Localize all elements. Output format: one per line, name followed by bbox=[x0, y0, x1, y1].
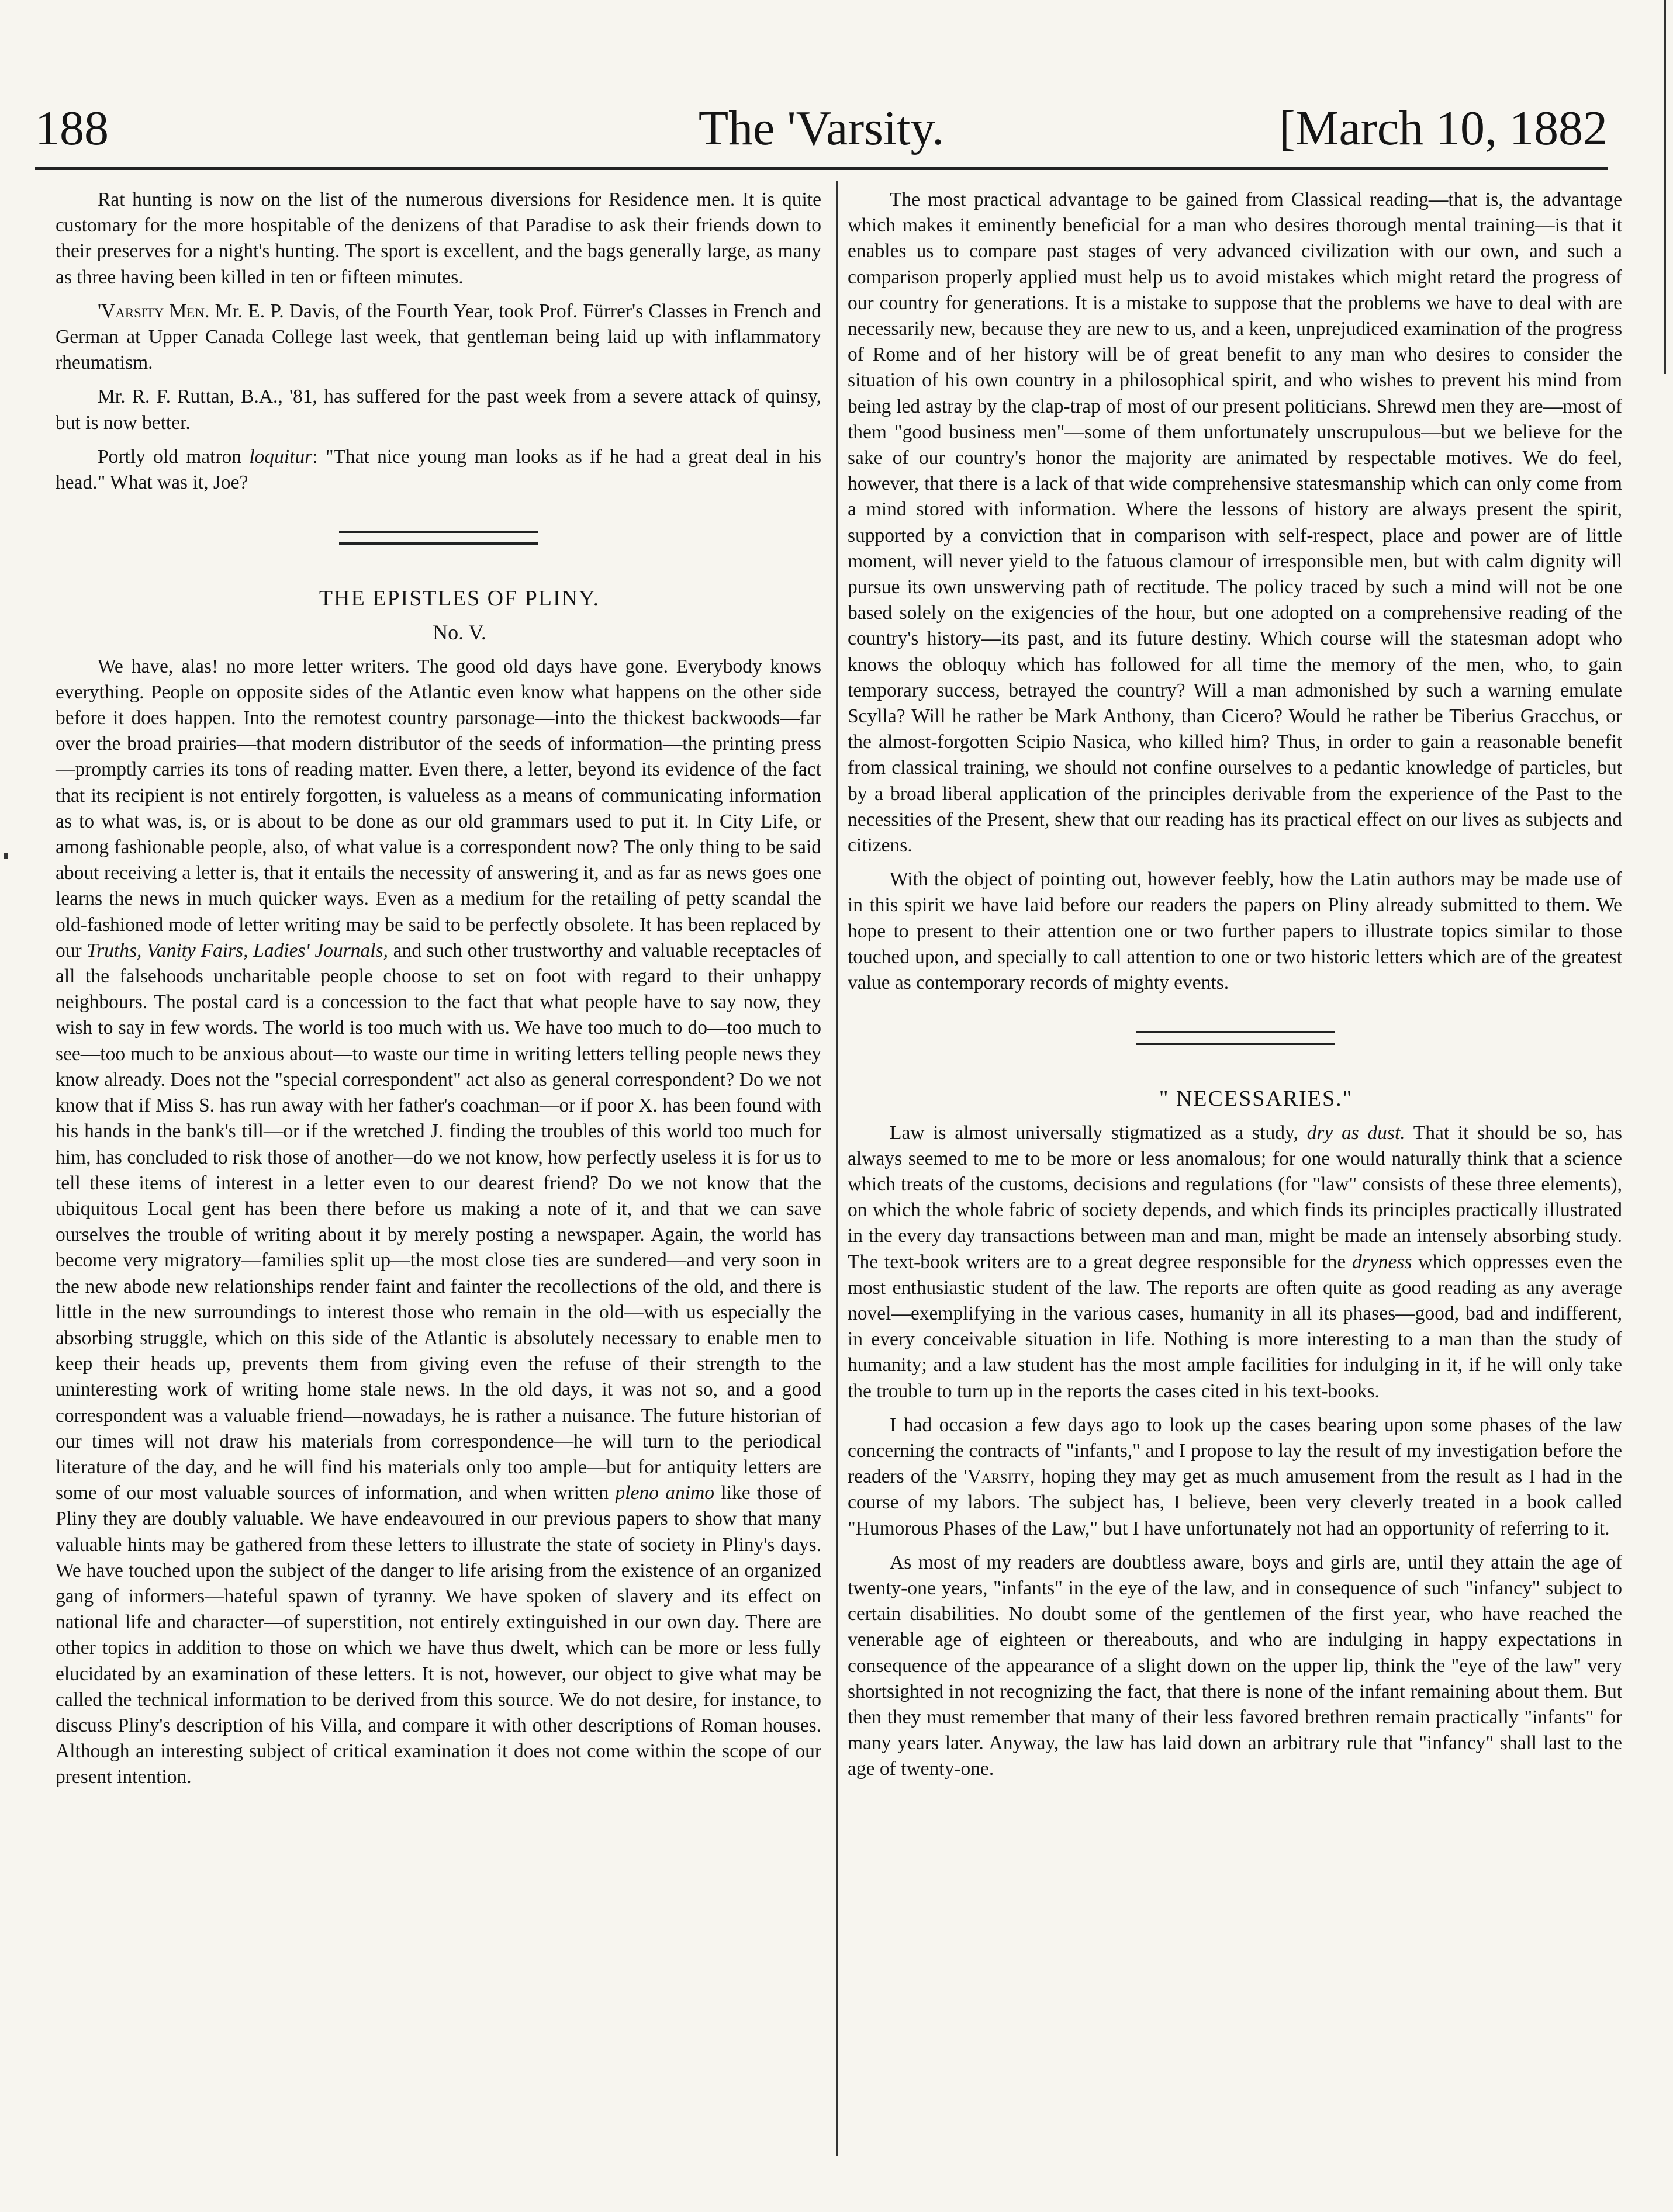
section-divider bbox=[339, 531, 538, 545]
pliny-paragraph bbox=[56, 654, 821, 1791]
varsity-men-text: Mr. E. P. Davis, of the Fourth Year, took Prof. Fürrer's Classes in French and German at Upper Canada College last week, that gentleman being laid up with inflammatory rheumatism. bbox=[56, 300, 821, 374]
portly-loquitur: loquitur bbox=[249, 445, 313, 468]
article-title-necessaries: " NECESSARIES." bbox=[1159, 1086, 1353, 1112]
nec-text-part-1: Law is almost universally stigmatized as a study, bbox=[890, 1121, 1307, 1144]
portly-prefix: Portly old matron bbox=[98, 445, 250, 468]
right-column bbox=[848, 187, 1622, 1791]
section-divider bbox=[1136, 1031, 1335, 1045]
nec-varsity-name: 'Varsity, bbox=[963, 1466, 1035, 1488]
necessaries-paragraph-3: As most of my readers are doubtless aware, boys and girls are, until they attain the age of twenty-one years, "infants" in the eye of the law, and in consequence of such "infancy" subject to certain disabilities. No doubt some of the gentlemen of the first year, who have reached the venerable age of eighteen or thereabouts, and who are indulging in happy expectations in consequence of the appearance of a slight down on the upper lip, think the "eye of the law" very shortsighted in not recognizing the fact, that there is none of the infant remaining about them. But then they must remember that many of their less favored brethren remain practically "infants" for many years later. Anyway, the law has laid down an arbitrary rule that "infancy" shall last to the age of twenty-one. bbox=[848, 1551, 1622, 1780]
nec-italic-dryness: dryness bbox=[1352, 1251, 1412, 1273]
portly-quote: "That nice young man looks as if he had a great deal in his head." What was it, Joe? bbox=[56, 445, 821, 494]
issue-date: [March 10, 1882 bbox=[1278, 101, 1608, 155]
pliny-italic-latin: pleno animo bbox=[615, 1482, 715, 1504]
header-rule bbox=[35, 167, 1608, 170]
news-item-ruttan: Mr. R. F. Ruttan, B.A., '81, has suffered for the past week from a severe attack of quinsy, but is now better. bbox=[56, 386, 821, 434]
classical-paragraph-2: With the object of pointing out, however feebly, how the Latin authors may be made use of in this spirit we have laid before our readers the papers on Pliny already submitted to them. We hope to present to their attention one or two further papers to illustrate topics similar to those touched upon, and specially to call attention to one or two historic letters which are of the greatest value as contemporary records of mighty events. bbox=[848, 868, 1622, 994]
pliny-italic-publications: Truths, Vanity Fairs, Ladies' Journals, bbox=[87, 939, 388, 961]
article-number: No. V. bbox=[433, 621, 486, 645]
news-item-portly-matron bbox=[56, 444, 821, 496]
necessaries-paragraph-1 bbox=[848, 1120, 1622, 1404]
pliny-text-part-3: like those of Pliny they are doubly valuable. We have endeavoured in our previous papers to show that many valuable hints may be gathered from these letters to illustrate the state of society in Pliny's days. We have touched upon the subject of the danger to life arising from the existence of an organized gang of informers—hateful spawn of tyranny. We have spoken of slavery and its effect on national life and character—of superstition, not entirely extinguished in our own day. There are other topics in addition to those on which we have thus dwelt, which can be more or less fully elucidated by an examination of these letters. It is not, however, our object to give what may be called the technical information to be derived from this source. We do not desire, for instance, to discuss Pliny's description of his Villa, and compare it with other descriptions of Roman houses. Although an interesting subject of critical examination it does not come within the scope of our present intention. bbox=[56, 1482, 821, 1788]
nec-text-part-3: which oppresses even the most enthusiastic student of the law. The reports are often quite as good reading as any average novel—exemplifying in the various cases, humanity in all its phases—good, bad and indifferent, in every conceivable situation in life. Nothing is more interesting to a man than the study of humanity; and a law student has the most ample facilities for indulging in it, if he will only take the trouble to turn up in the reports the cases cited in his text-books. bbox=[848, 1251, 1622, 1402]
varsity-men-label: 'Varsity Men. bbox=[98, 300, 210, 322]
journal-title: The 'Varsity. bbox=[698, 101, 945, 155]
necessaries-paragraph-2 bbox=[848, 1413, 1622, 1542]
news-item-rat-hunting: Rat hunting is now on the list of the numerous diversions for Residence men. It is quite customary for the more hospitable of the denizens of that Paradise to ask their friends down to their preserves for a night's hunting. The sport is excellent, and the bags generally large, as many as three having been killed in ten or fifteen minutes. bbox=[56, 189, 821, 288]
pliny-text-part-2: and such other trustworthy and valuable receptacles of all the falsehoods uncharitable people choose to set on foot with regard to their unhappy neighbours. The postal card is a concession to the fact that what people have to say now, they wish to say in few words. The world is too much with us. We have too much to do—too much to see—too much to be anxious about—to waste our time in writing letters telling people news they know already. Does not the "special correspondent" act also as general correspondent? Do we not know that if Miss S. has run away with her father's coachman—or if poor X. has been found with his hands in the bank's till—or if the wretched J. finding the troubles of this world too much for him, has concluded to risk those of another—do we not know, how perfectly useless it is for us to tell these items of interest in a letter even to our dearest friend? Do we not know that the ubiquitous Local gent has been there before us making a note of it, and that we can save ourselves the trouble of writing about it by merely posting a newspaper. Again, the world has become very migratory—families split up—the most close ties are sundered—and very soon in the new abode new relationships render faint and fainter the recollections of the old, and there is little in the new surroundings to interest those who remain in the old—with us especially the absorbing struggle, which on this side of the Atlantic is absolutely necessary to enable men to keep their heads up, prevents them from giving even the refuse of their strength to the uninteresting work of writing home stale news. In the old days, it was not so, and a good correspondent was a valuable friend—nowadays, he is rather a nuisance. The future historian of our times will not draw his materials from correspondence—he will turn to the periodical literature of the day, and he will find his materials only too ample—but for antiquity letters are some of our most valuable sources of information, and when written bbox=[56, 939, 821, 1504]
portly-colon: : bbox=[312, 445, 326, 468]
page-number: 188 bbox=[35, 101, 109, 155]
nec-italic-dry: dry as dust. bbox=[1306, 1121, 1405, 1144]
page-edge-mark bbox=[1664, 0, 1666, 374]
pliny-text-part-1: We have, alas! no more letter writers. The good old days have gone. Everybody knows everything. People on opposite sides of the Atlantic even know what happens on the other side before it does happen. Into the remotest country parsonage—into the thickest backwoods—far over the broad prairies—that modern distributor of the seeds of information—the printing press—promptly carries its tons of reading matter. Even there, a letter, beyond its evidence of the fact that its recipient is not entirely forgotten, is valueless as a means of communicating information as to what was, is, or is about to be done as our old grammars used to put it. In City Life, or among fashionable people, also, of what value is a correspondent now? The only thing to be said about receiving a letter is, that it entails the necessity of answering it, and as far as news goes one learns the news in much quicker ways. Even as a medium for the retailing of petty scandal the old-fashioned mode of letter writing may be said to be perfectly obsolete. It has been replaced by our bbox=[56, 655, 821, 961]
news-item-varsity-men bbox=[56, 299, 821, 376]
nec-text-part-2: That it should be so, has always seemed to me to be more or less anomalous; for one would naturally think that a science which treats of the customs, decisions and regulations (for "law" consists of these three elements), on which the whole fabric of society depends, and which finds its principles practically illustrated in the every day transactions between man and man, might be made an intensely absorbing study. The text-book writers are to a great degree responsible for the bbox=[848, 1121, 1622, 1273]
column-divider bbox=[836, 181, 838, 2156]
article-title-pliny: THE EPISTLES OF PLINY. bbox=[319, 586, 600, 611]
left-column bbox=[56, 187, 821, 1799]
classical-paragraph-1: The most practical advantage to be gained from Classical reading—that is, the advantage which makes it eminently beneficial for a man who desires thorough mental training—is that it enables us to compare past stages of very advanced civilization with our own, and such a comparison properly applied must help us to avoid mistakes which might retard the progress of our country for generations. It is a mistake to suppose that the problems we have to deal with are necessarily new, because they are new to us, and a keen, unprejudiced examination of the progress of Rome and of her history will be of great benefit to any man who desires to consider the situation of his own country in a philosophical spirit, and who wishes to prevent his mind from being led astray by the clap-trap of most of our present politicians. Shrewd men they are—most of them "good business men"—some of them unfortunately unscrupulous—but we believe for the sake of our country's honor the majority are animated by respectable motives. We do feel, however, that there is a lack of that wide comprehensive statesmanship which can only come from a mind stored with information. Where the lessons of history are always present the spirit, supported by a conviction that in comparison with self-respect, place and power are of little moment, will never yield to the fatuous clamour of irresponsible men, but with calm dignity will pursue its own unswerving path of rectitude. The policy traced by such a mind will not be one based solely on the exigencies of the hour, but one adopted on a comprehensive reading of the country's history—its past, and its future destiny. Which course will the statesman adopt who knows the obloquy which has followed for all time the memory of the men, who, to gain temporary success, betrayed the country? Will a man admonished by such a warning emulate Scylla? Will he rather be Mark Anthony, than Cicero? Would he rather be Tiberius Gracchus, or the almost-forgotten Scipio Nasica, who killed him? Thus, in order to gain a reasonable benefit from classical training, we should not confine ourselves to a pedantic knowledge of particles, but by a broad liberal application of the principles derivable from the experience of the Past to the necessities of the Present, shew that our reading has its practical effect on our lives as subjects and citizens. bbox=[848, 189, 1622, 857]
margin-speck bbox=[4, 853, 8, 859]
page-header bbox=[35, 99, 1608, 169]
nec-p2-part-2: hoping they may get as much amusement from the result as I had in the course of my labors. The subject has, I believe, been very cleverly treated in a book called "Humorous Phases of the Law," but I have unfortunately not had an opportunity of referring to it. bbox=[848, 1466, 1622, 1539]
nec-p2-part-1: I had occasion a few days ago to look up the cases bearing upon some phases of the law concerning the contracts of "infants," and I propose to lay the result of my investigation before the readers of the bbox=[848, 1414, 1622, 1488]
